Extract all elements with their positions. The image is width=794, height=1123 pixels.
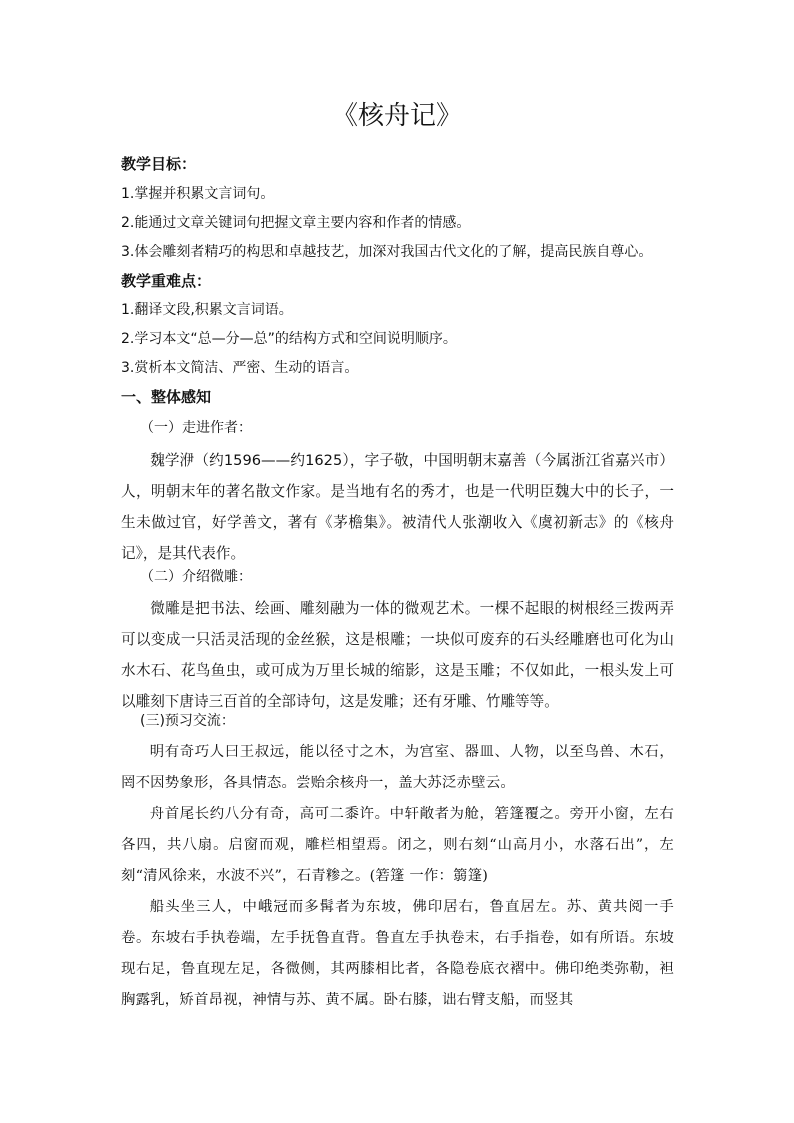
key-point-item-3: 3.赏析本文简洁、严密、生动的语言。 [121,360,359,376]
carving-paragraph: 微雕是把书法、绘画、雕刻融为一体的微观艺术。一棵不起眼的树根经三拨两弄可以变成一只活灵活现的金丝猴，这是根雕；一块似可废弃的石头经雕磨也可化为山水木石、花鸟鱼虫，或可成为万里长城的缩影，这是玉雕；不仅如此，一根头发上可以雕刻下唐诗三百首的全部诗句，这是发雕；还有牙雕、竹雕等等。 [121,600,674,710]
section-1-heading: 一、整体感知 [121,388,212,406]
document-title: 《核舟记》 [331,101,462,131]
key-point-item-1: 1.翻译文段,积累文言词语。 [121,302,293,318]
objective-item-2: 2.能通过文章关键词句把握文章主要内容和作者的情感。 [121,215,471,231]
author-heading: （一）走进作者： [140,420,252,436]
author-paragraph: 魏学洢（约1596——约1625），字子敬，中国明朝末嘉善（今属浙江省嘉兴市）人，明朝末年的著名散文作家。是当地有名的秀才，也是一代明臣魏大中的长子，一生未做过官，好学善文，著有《茅檐集》。被清代人张潮收入《虞初新志》的《核舟记》，是其代表作。 [121,452,674,562]
preview-paragraph-1: 明有奇巧人曰王叔远，能以径寸之木，为宫室、器皿、人物，以至鸟兽、木石，罔不因势象形，各具情态。尝贻余核舟一，盖大苏泛赤壁云。 [121,744,674,791]
preview-paragraph-3: 船头坐三人，中峨冠而多髯者为东坡，佛印居右，鲁直居左。苏、黄共阅一手卷。东坡右手执卷端，左手抚鲁直背。鲁直左手执卷末，右手指卷，如有所语。东坡现右足，鲁直现左足，各微侧，其两膝相比者，各隐卷底衣褶中。佛印绝类弥勒，袒胸露乳，矫首昂视，神情与苏、黄不属。卧右膝，诎右臂支船，而竖其 [121,899,674,1008]
objectives-heading: 教学目标： [121,155,197,173]
carving-heading: （二）介绍微雕： [140,569,252,585]
objective-item-3: 3.体会雕刻者精巧的构思和卓越技艺，加深对我国古代文化的了解，提高民族自尊心。 [121,244,653,260]
preview-heading: (三)预习交流： [140,713,235,729]
objective-item-1: 1.掌握并积累文言词句。 [121,186,275,202]
preview-paragraph-2: 舟首尾长约八分有奇，高可二黍许。中轩敞者为舱，箬篷覆之。旁开小窗，左右各四，共八扇。启窗而观，雕栏相望焉。闭之，则右刻“山高月小，水落石出”，左刻“清风徐来，水波不兴”，石青糁之。(箬篷 一作：篛篷) [121,806,674,884]
key-point-item-2: 2.学习本文“总—分—总”的结构方式和空间说明顺序。 [121,331,457,347]
key-points-heading: 教学重难点： [121,272,212,290]
